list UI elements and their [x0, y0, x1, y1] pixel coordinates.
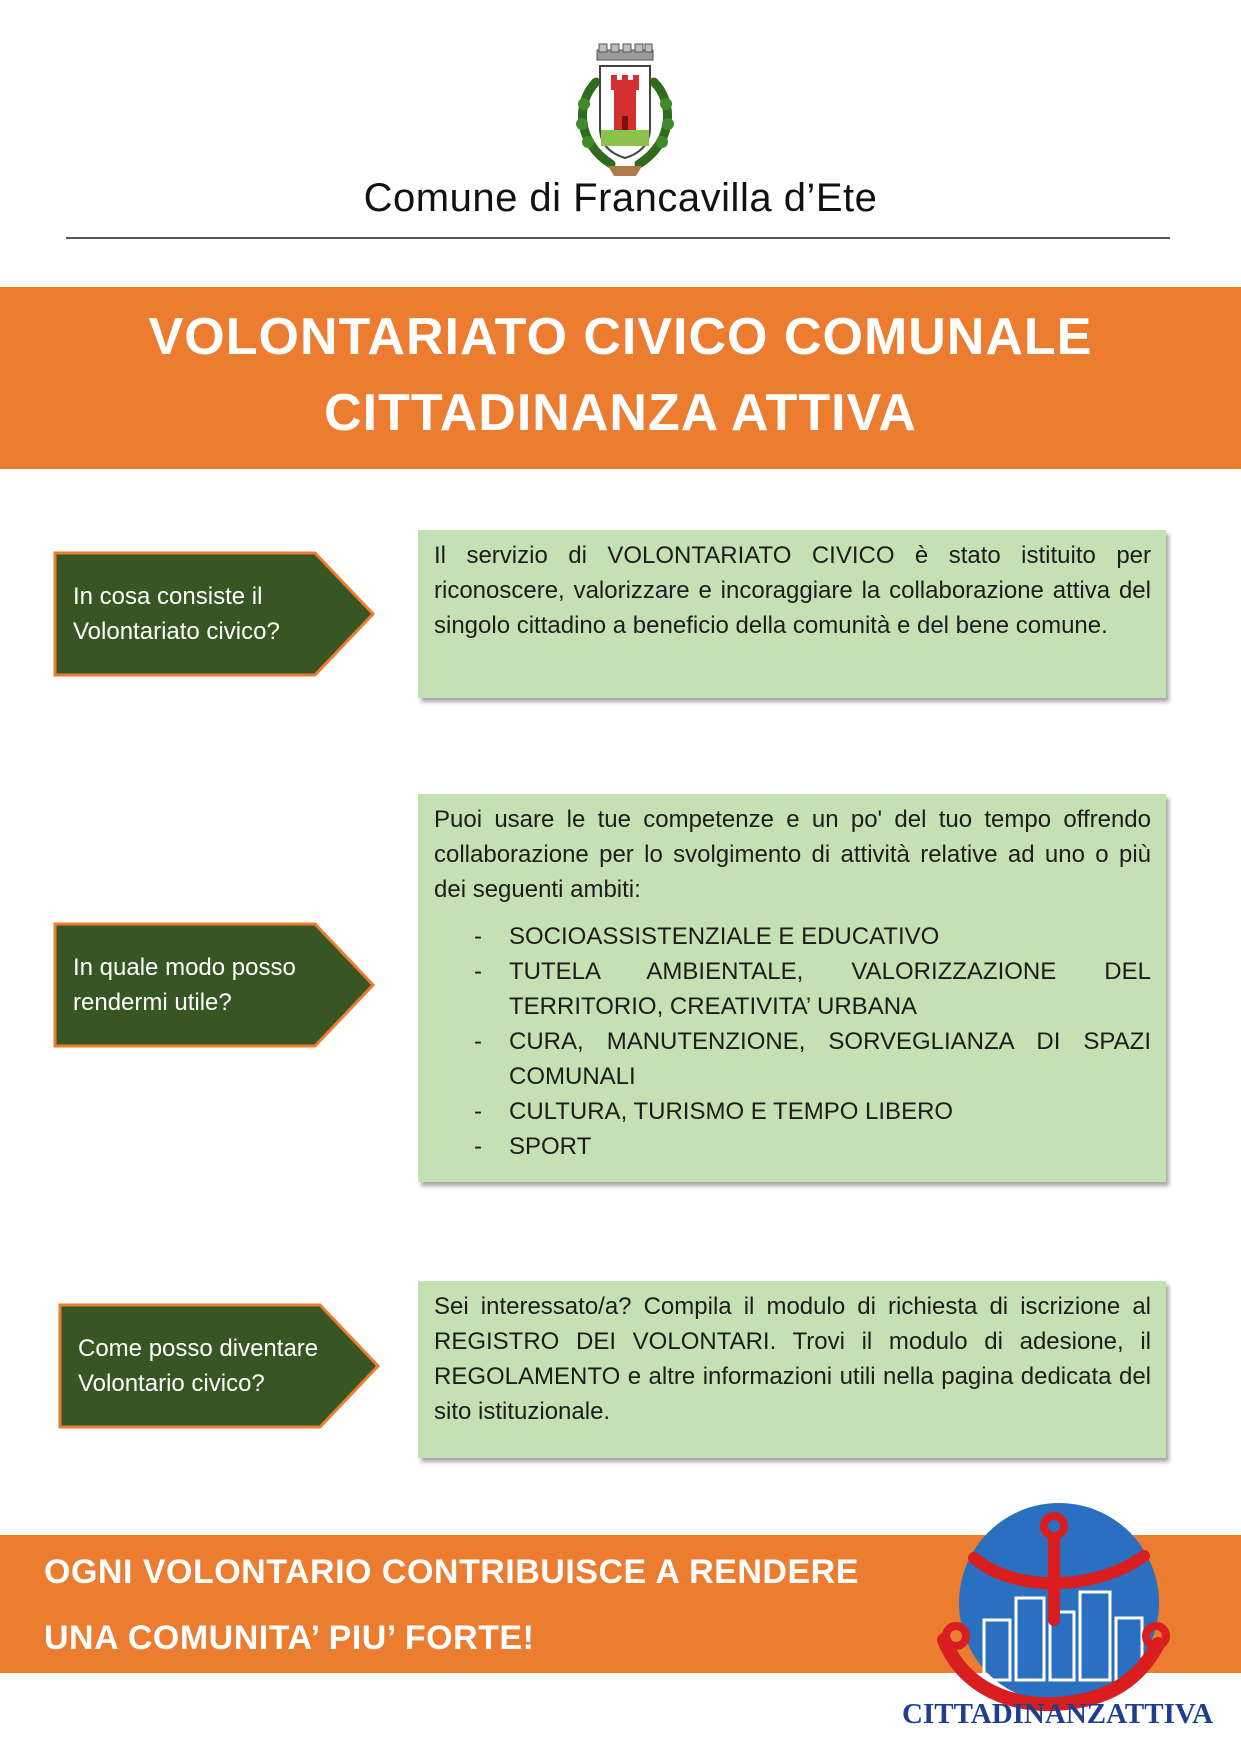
list-item: - SOCIOASSISTENZIALE E EDUCATIVO: [434, 919, 1151, 954]
header-divider: [66, 237, 1170, 239]
title-banner: [0, 287, 1241, 469]
answer-box-3: [418, 1281, 1166, 1458]
footer-slogan-line1: OGNI VOLONTARIO CONTRIBUISCE A RENDERE: [44, 1553, 859, 1591]
question-text: In quale modo posso rendermi utile?: [73, 954, 296, 1016]
municipal-crest-logo: [566, 42, 684, 182]
answer-text: Puoi usare le tue competenze e un po' del tuo tempo offrendo collaborazione per lo svolgimento di attività relative ad uno o più dei seguenti ambiti:: [434, 806, 1151, 903]
list-item: - TUTELA AMBIENTALE, VALORIZZAZIONE DEL TERRITORIO, CREATIVITA’ URBANA: [434, 954, 1151, 1024]
banner-title-line2: CITTADINANZA ATTIVA: [324, 384, 917, 442]
list-item: - SPORT: [434, 1129, 1151, 1164]
list-item: - CURA, MANUTENZIONE, SORVEGLIANZA DI SPAZI COMUNALI: [434, 1024, 1151, 1094]
ambiti-list: [434, 919, 1151, 1164]
footer-slogan-line2: UNA COMUNITA’ PIU’ FORTE!: [44, 1619, 535, 1657]
question-arrow-2: [53, 922, 375, 1048]
banner-title-line1: VOLONTARIATO CIVICO COMUNALE: [148, 308, 1093, 366]
answer-text: Sei interessato/a? Compila il modulo di richiesta di iscrizione al REGISTRO DEI VOLONTARI. Trovi il modulo di adesione, il REGOLAMENTO e altre informazioni utili nella pagina dedicata del sito istituzionale.: [434, 1293, 1151, 1425]
question-text: In cosa consiste il Volontariato civico?: [73, 583, 280, 645]
question-text: Come posso diventare Volontario civico?: [78, 1335, 319, 1397]
logo-wordmark: CITTADINANZATTIVA: [902, 1698, 1214, 1730]
answer-box-1: [418, 530, 1166, 698]
question-arrow-3: [58, 1303, 380, 1429]
municipality-name: Comune di Francavilla d’Ete: [363, 176, 878, 220]
answer-box-2: [418, 794, 1166, 1182]
list-item: - CULTURA, TURISMO E TEMPO LIBERO: [434, 1094, 1151, 1129]
question-arrow-1: [53, 551, 375, 677]
answer-text: Il servizio di VOLONTARIATO CIVICO è stato istituito per riconoscere, valorizzare e incoraggiare la collaborazione attiva del singolo cittadino a beneficio della comunità e del bene comune.: [434, 542, 1151, 639]
